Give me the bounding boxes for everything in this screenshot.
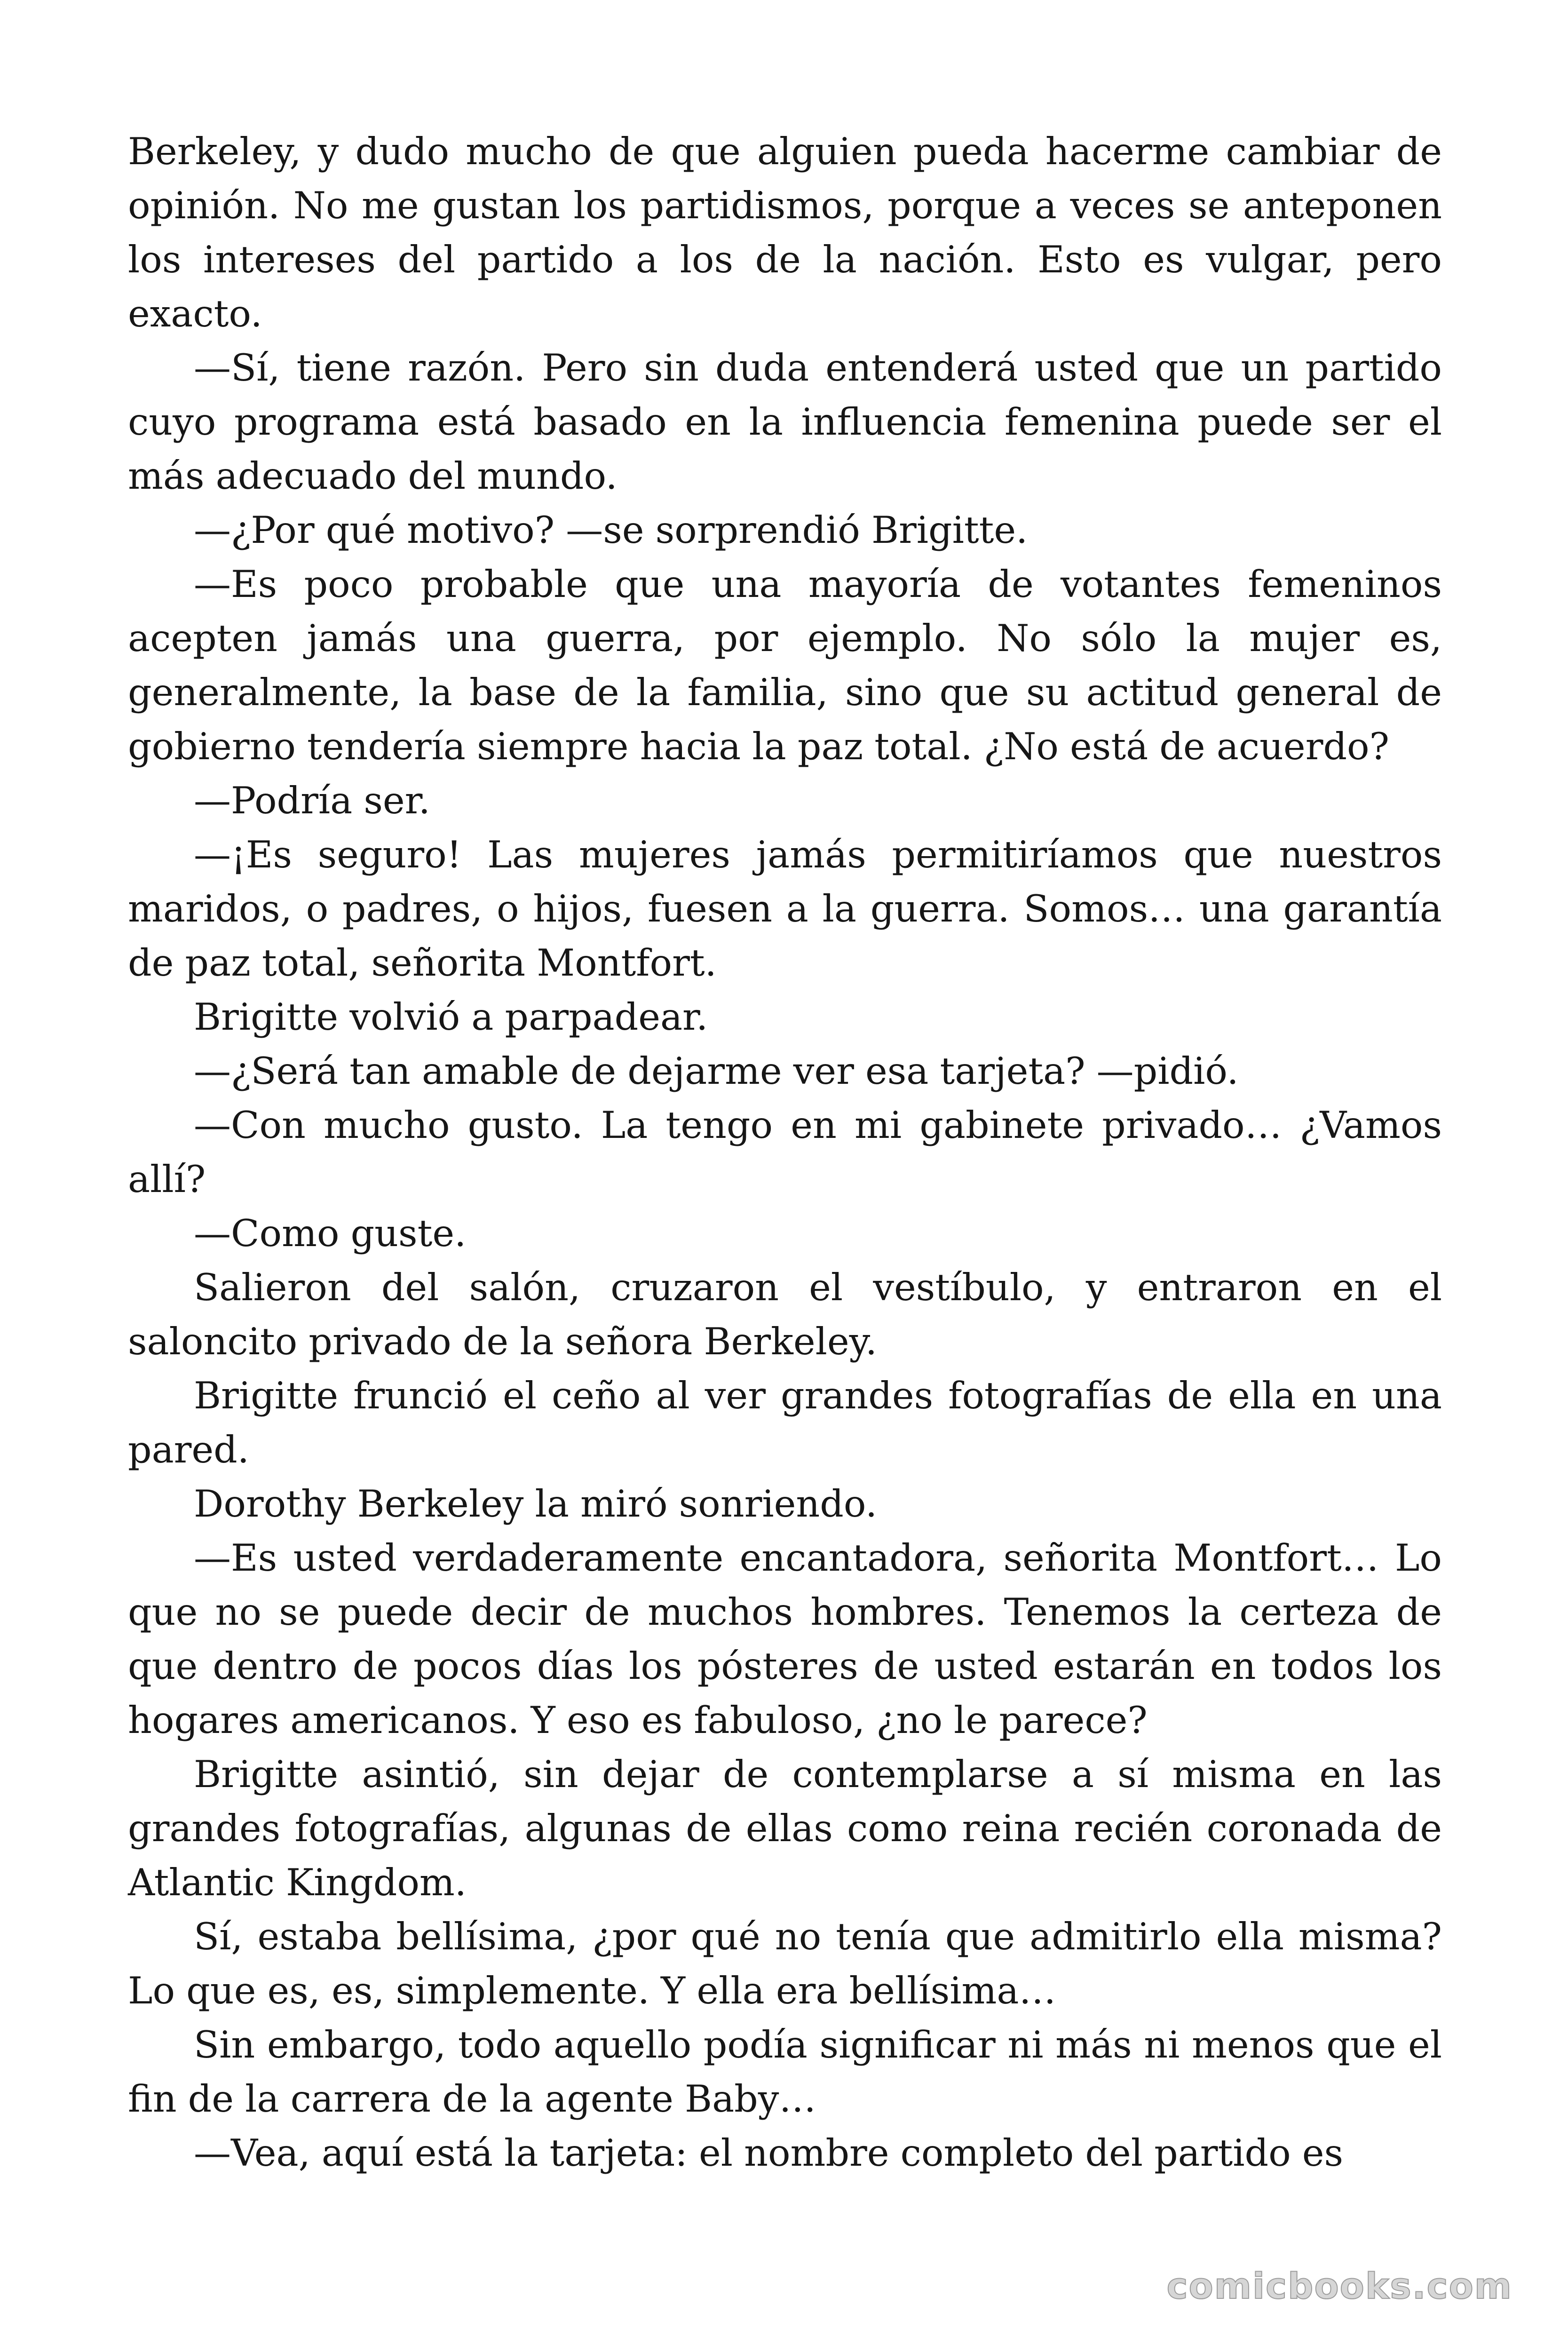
paragraph: Sin embargo, todo aquello podía significar ni más ni menos que el fin de la carrera de la agente Baby… — [128, 2023, 1442, 2121]
paragraph: —Con mucho gusto. La tengo en mi gabinete privado… ¿Vamos allí? — [128, 1104, 1442, 1201]
page-text — [128, 125, 1442, 2180]
paragraph: —¿Por qué motivo? —se sorprendió Brigitte. — [194, 509, 1028, 552]
paragraph: —¡Es seguro! Las mujeres jamás permitiríamos que nuestros maridos, o padres, o hijos, fuesen a la guerra. Somos… una garantía de paz total, señorita Montfort. — [128, 833, 1442, 985]
paragraph: Brigitte frunció el ceño al ver grandes fotografías de ella en una pared. — [128, 1374, 1442, 1471]
paragraph: —Como guste. — [194, 1212, 467, 1255]
paragraph: Brigitte asintió, sin dejar de contemplarse a sí misma en las grandes fotografías, algunas de ellas como reina recién coronada de Atlantic Kingdom. — [128, 1753, 1442, 1904]
paragraph: —Es poco probable que una mayoría de votantes femeninos acepten jamás una guerra, por ejemplo. No sólo la mujer es, generalmente, la base de la familia, sino que su actitud general de gobierno tendería siempre hacia la paz total. ¿No está de acuerdo? — [128, 563, 1442, 768]
paragraph: —Podría ser. — [194, 779, 430, 822]
paragraph: —Vea, aquí está la tarjeta: el nombre completo del partido es — [194, 2131, 1344, 2175]
watermark-logo: comicbooks.com — [1166, 2265, 1513, 2307]
paragraph: Sí, estaba bellísima, ¿por qué no tenía que admitirlo ella misma? Lo que es, es, simplemente. Y ella era bellísima… — [128, 1915, 1442, 2012]
paragraph: Brigitte volvió a parpadear. — [194, 995, 708, 1039]
paragraph: —Es usted verdaderamente encantadora, señorita Montfort… Lo que no se puede decir de muchos hombres. Tenemos la certeza de que dentro de pocos días los pósteres de usted estarán en todos los hogares americanos. Y eso es fabuloso, ¿no le parece? — [128, 1536, 1442, 1742]
paragraph: —¿Será tan amable de dejarme ver esa tarjeta? —pidió. — [194, 1049, 1239, 1093]
paragraph: Dorothy Berkeley la miró sonriendo. — [194, 1482, 878, 1526]
paragraph-continuation: Berkeley, y dudo mucho de que alguien pueda hacerme cambiar de opinión. No me gustan los partidismos, porque a veces se anteponen los intereses del partido a los de la nación. Esto es vulgar, pero exacto. — [128, 130, 1442, 335]
paragraph: —Sí, tiene razón. Pero sin duda entenderá usted que un partido cuyo programa está basado en la influencia femenina puede ser el más adecuado del mundo. — [128, 346, 1442, 498]
paragraph: Salieron del salón, cruzaron el vestíbulo, y entraron en el saloncito privado de la señora Berkeley. — [128, 1266, 1442, 1363]
